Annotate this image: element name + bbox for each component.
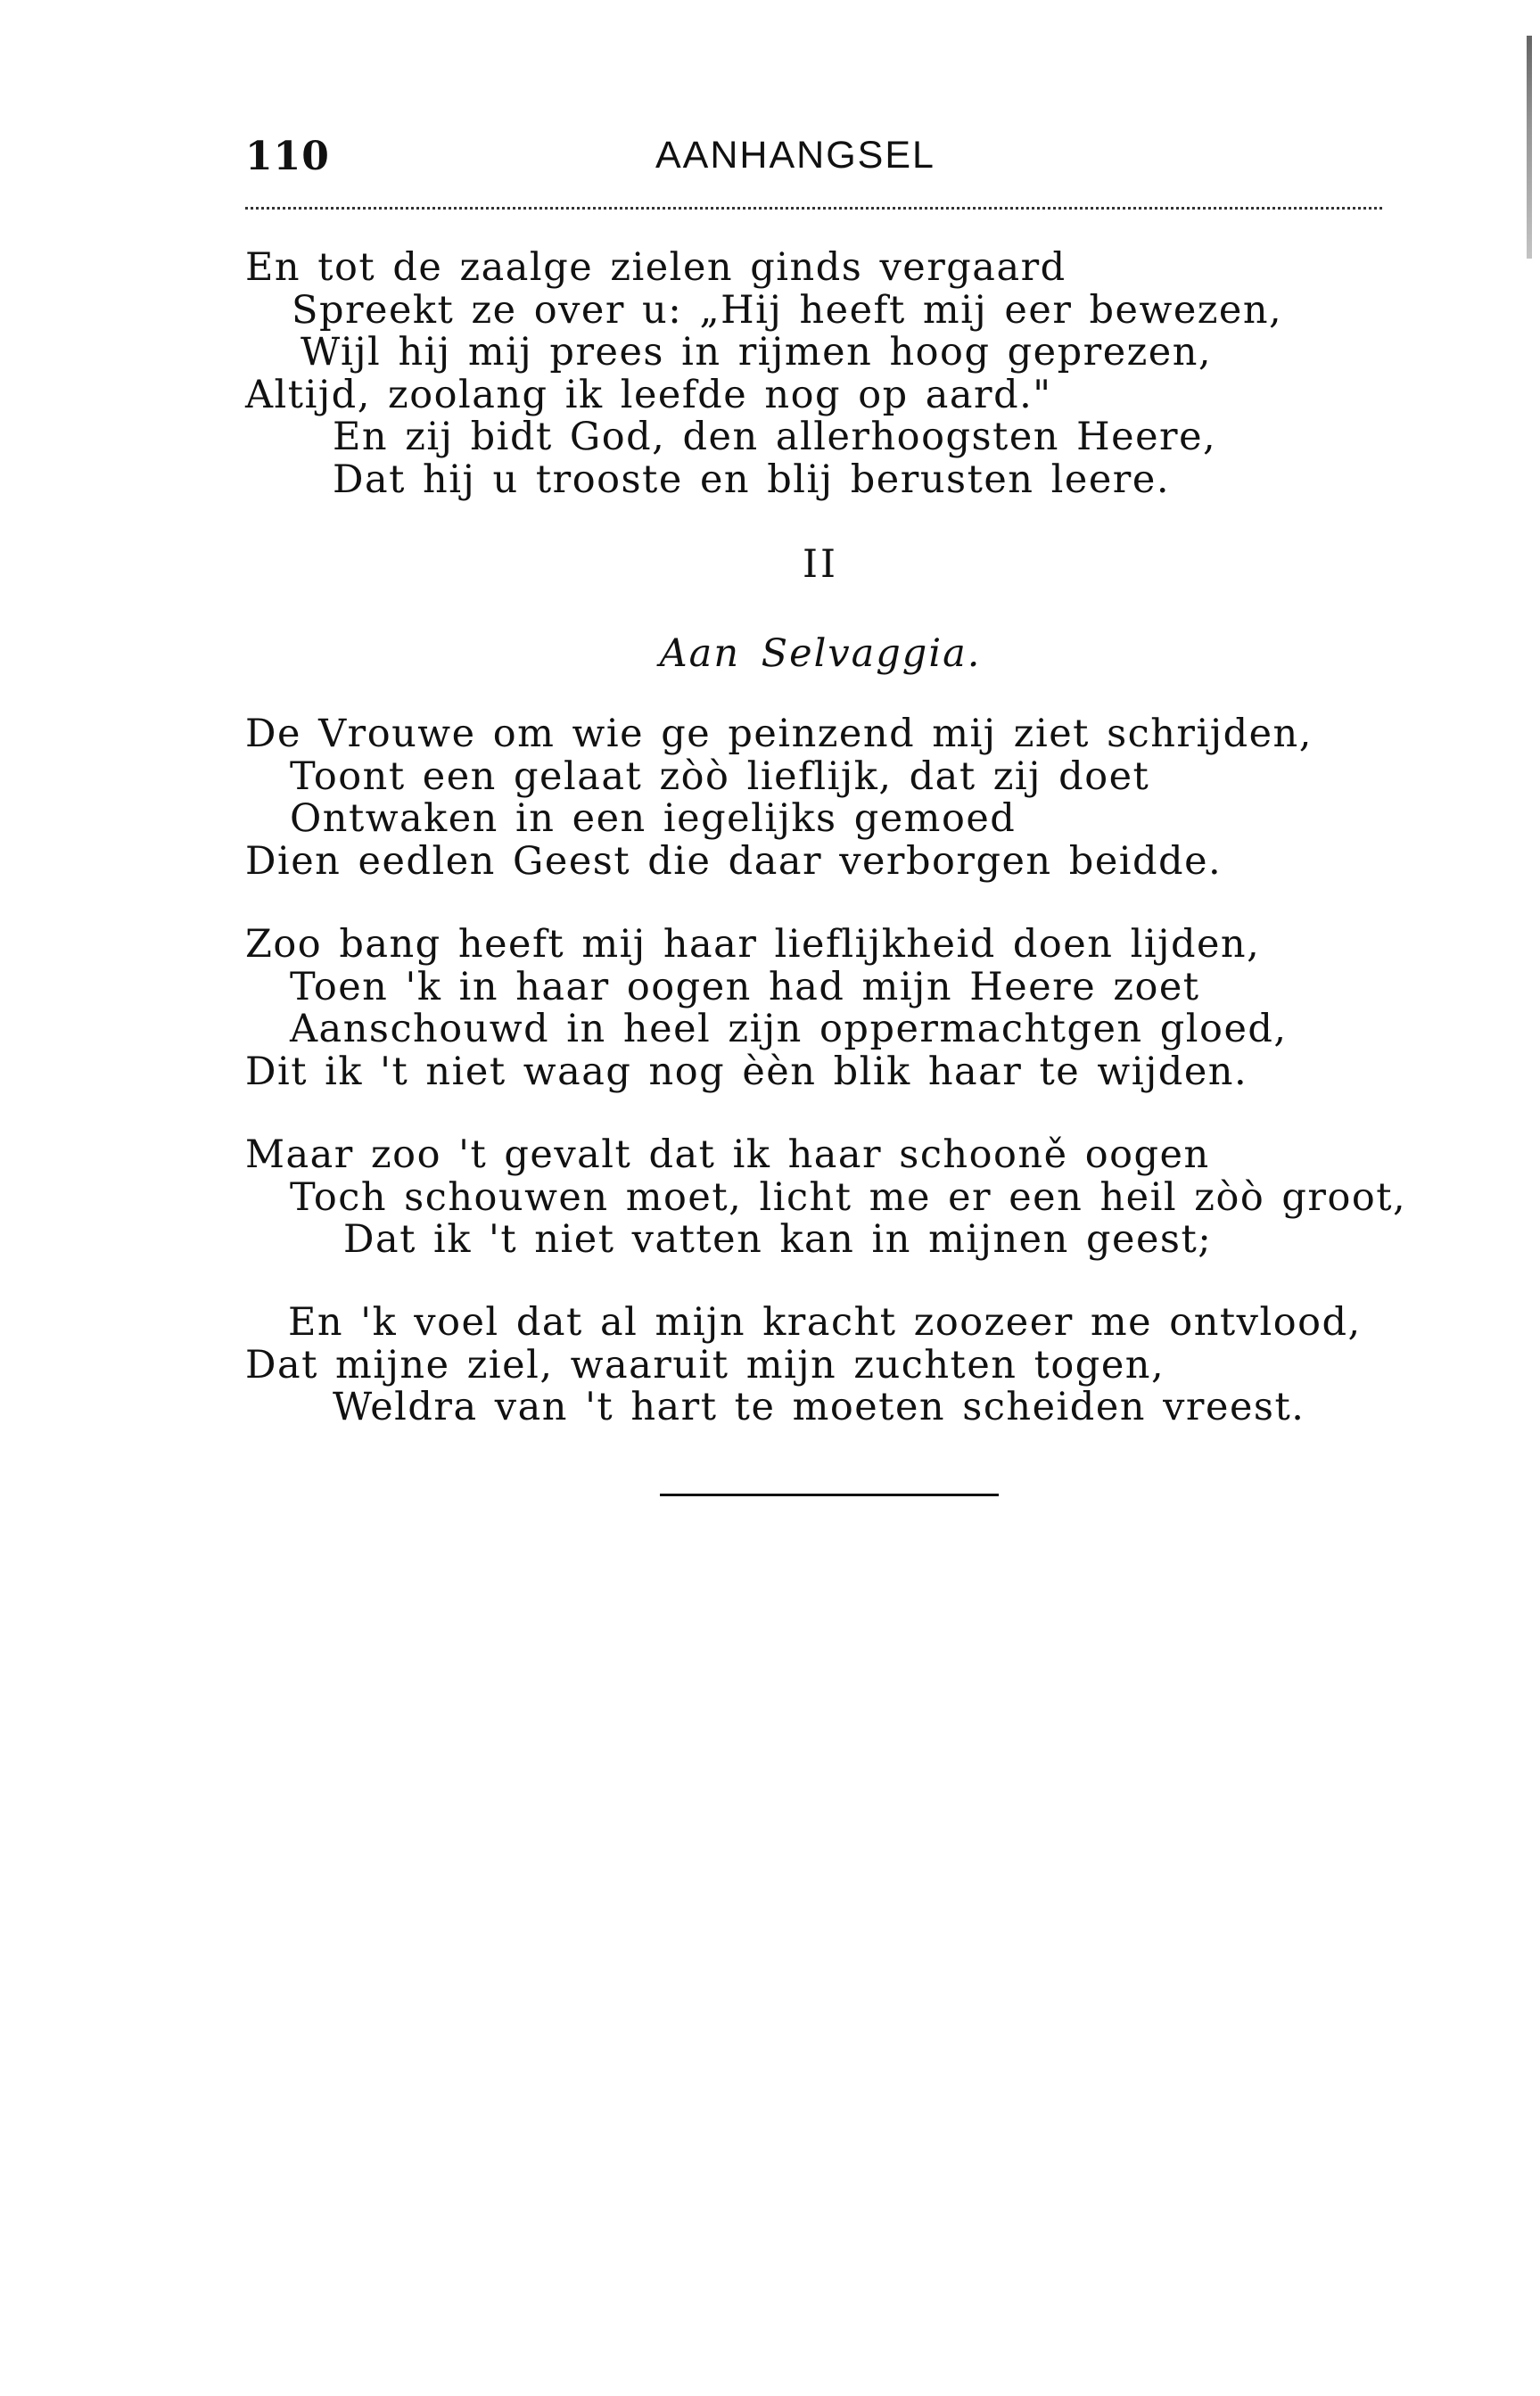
stanza-1 bbox=[245, 247, 1404, 501]
page-number: 110 bbox=[245, 134, 330, 179]
verse-line: Dit ik 't niet waag nog èèn blik haar te wijden. bbox=[245, 1049, 1248, 1094]
poem-title: Aan Selvaggia. bbox=[659, 631, 982, 676]
verse-line: Altijd, zoolang ik leefde nog op aard." bbox=[245, 372, 1052, 417]
stanza-3 bbox=[245, 924, 1404, 1093]
verse-line: Maar zoo 't gevalt dat ik haar schooně oogen bbox=[245, 1132, 1210, 1177]
verse-line: Weldra van 't hart te moeten scheiden vreest. bbox=[333, 1385, 1305, 1429]
verse-line: Wijl hij mij prees in rijmen hoog geprezen, bbox=[301, 330, 1213, 375]
verse-line: Dat hij u trooste en blij berusten leere. bbox=[333, 457, 1170, 502]
verse-line: De Vrouwe om wie ge peinzend mij ziet schrijden, bbox=[245, 712, 1313, 756]
stanza-2 bbox=[245, 713, 1404, 883]
verse-line: En zij bidt God, den allerhoogsten Heere, bbox=[333, 415, 1217, 459]
verse-line: Aanschouwd in heel zijn oppermachtgen gloed, bbox=[290, 1007, 1288, 1051]
page-edge-shadow bbox=[1527, 36, 1532, 259]
verse-line: Dat mijne ziel, waaruit mijn zuchten togen, bbox=[245, 1342, 1165, 1387]
stanza-4 bbox=[245, 1132, 1407, 1262]
verse-line: Ontwaken in een iegelijks gemoed bbox=[290, 796, 1017, 841]
verse-line: En 'k voel dat al mijn kracht zoozeer me ontvlood, bbox=[288, 1300, 1362, 1345]
verse-line: Dien eedlen Geest die daar verborgen beidde. bbox=[245, 838, 1223, 884]
verse-line: Toont een gelaat zòò lieflijk, dat zij doet bbox=[290, 753, 1150, 799]
verse-line: Zoo bang heeft mij haar lieflijkheid doen lijden, bbox=[245, 922, 1261, 967]
verse-line: Spreekt ze over u: „Hij heeft mij eer bewezen, bbox=[292, 287, 1283, 333]
verse-line: Toch schouwen moet, licht me er een heil zòò groot, bbox=[290, 1174, 1407, 1220]
closing-rule bbox=[660, 1494, 999, 1496]
header-dotted-rule bbox=[245, 207, 1382, 210]
page-header bbox=[245, 134, 1378, 196]
verse-line: Toen 'k in haar oogen had mijn Heere zoet bbox=[290, 964, 1200, 1009]
running-head: AANHANGSEL bbox=[655, 134, 935, 177]
section-number: II bbox=[803, 542, 838, 587]
verse-line: Dat ik 't niet vatten kan in mijnen geest; bbox=[343, 1217, 1213, 1262]
verse-line: En tot de zaalge zielen ginds vergaard bbox=[245, 245, 1066, 290]
stanza-5 bbox=[245, 1302, 1404, 1429]
